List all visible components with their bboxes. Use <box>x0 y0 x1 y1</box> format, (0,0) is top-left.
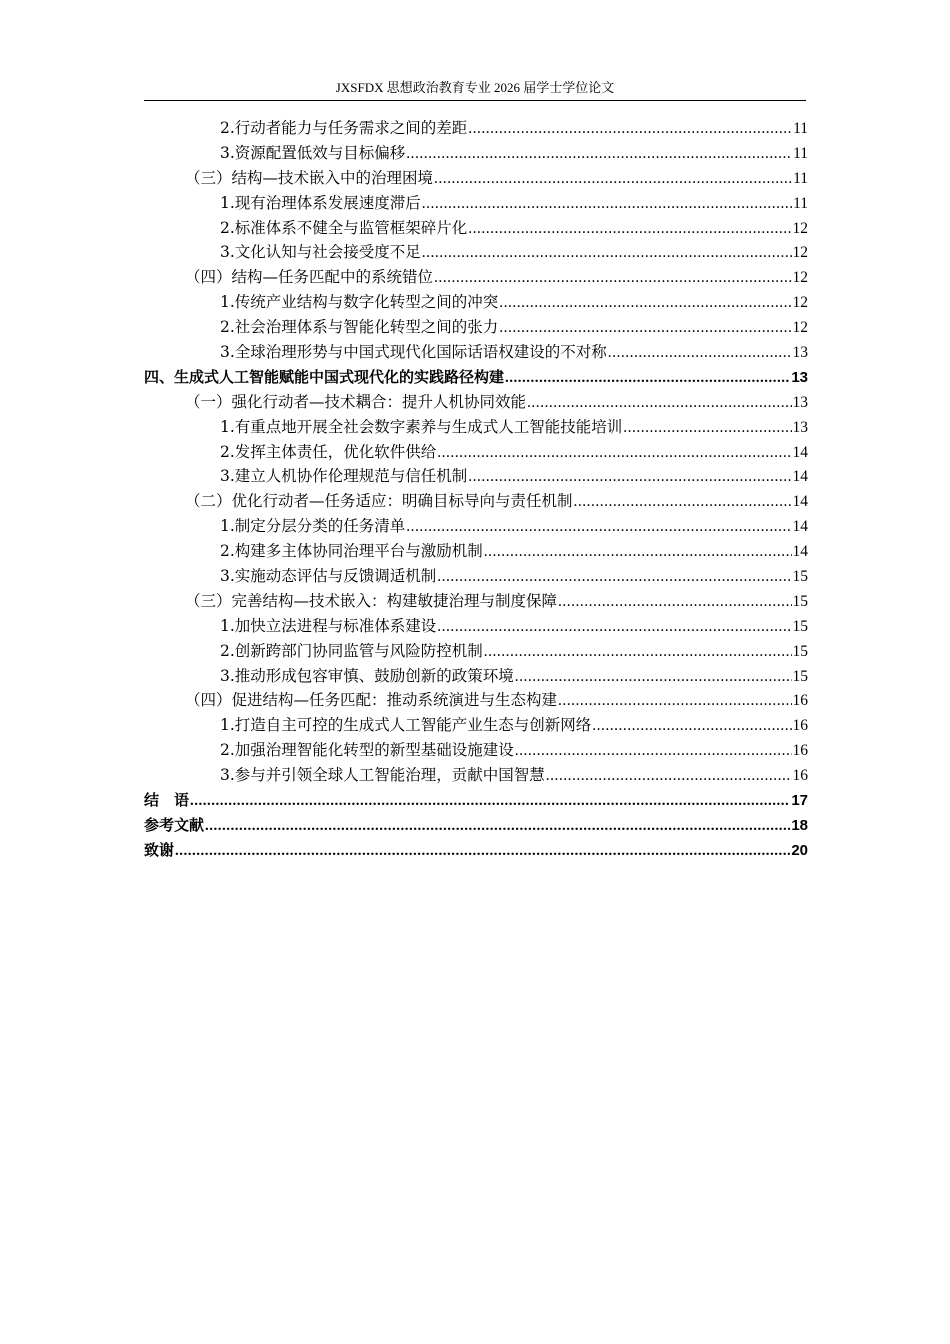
toc-entry[interactable] <box>144 390 808 415</box>
toc-entry[interactable] <box>144 589 808 614</box>
toc-entry[interactable] <box>144 141 808 166</box>
toc-entry-page: 15 <box>792 667 808 685</box>
toc-entry-title: 2.行动者能力与任务需求之间的差距 <box>220 119 468 137</box>
toc-entry-title: （四）结构—任务匹配中的系统错位 <box>185 268 434 287</box>
toc-entry-title: （三）结构—技术嵌入中的治理困境 <box>185 168 434 187</box>
toc-dot-leader <box>499 316 791 341</box>
toc-dot-leader <box>515 739 792 764</box>
toc-entry[interactable] <box>144 688 808 713</box>
toc-entry[interactable] <box>144 738 808 763</box>
toc-entry-page: 20 <box>791 841 808 859</box>
toc-entry[interactable] <box>144 116 808 141</box>
toc-dot-leader <box>437 615 791 640</box>
toc-entry-title: （四）促进结构—任务匹配：推动系统演进与生态构建 <box>185 691 558 710</box>
toc-entry-title: 1.传统产业结构与数字化转型之间的冲突 <box>220 293 499 312</box>
toc-entry-page: 11 <box>793 194 808 212</box>
toc-entry[interactable] <box>144 216 808 241</box>
toc-entry-page: 11 <box>793 120 808 137</box>
toc-entry-title: 2.标准体系不健全与监管框架碎片化 <box>220 218 468 237</box>
toc-entry-page: 12 <box>792 319 808 337</box>
toc-dot-leader <box>434 167 792 192</box>
toc-dot-leader <box>546 764 792 789</box>
toc-entry[interactable] <box>144 639 808 664</box>
toc-entry-page: 13 <box>792 393 808 411</box>
toc-dot-leader <box>515 665 792 690</box>
toc-dot-leader <box>527 391 791 416</box>
toc-entry[interactable] <box>144 713 808 738</box>
toc-entry[interactable] <box>144 664 808 689</box>
toc-dot-leader <box>558 689 791 714</box>
toc-entry-title: 2.发挥主体责任，优化软件供给 <box>220 442 437 461</box>
toc-entry-page: 11 <box>793 169 808 187</box>
toc-entry-page: 12 <box>792 294 808 312</box>
toc-entry-page: 14 <box>792 493 808 511</box>
toc-entry-page: 17 <box>791 792 808 810</box>
toc-entry[interactable] <box>144 838 808 863</box>
toc-dot-leader <box>468 117 792 142</box>
toc-entry[interactable] <box>144 788 808 813</box>
toc-dot-leader <box>175 839 790 864</box>
toc-entry-page: 18 <box>791 816 808 834</box>
toc-entry[interactable] <box>144 166 808 191</box>
toc-entry-page: 14 <box>792 543 808 561</box>
toc-entry-title: 参考文献 <box>144 815 205 834</box>
toc-entry[interactable] <box>144 539 808 564</box>
toc-entry-page: 16 <box>792 742 808 760</box>
toc-entry[interactable] <box>144 290 808 315</box>
toc-entry-page: 13 <box>792 418 808 436</box>
toc-entry-title: 3.建立人机协作伦理规范与信任机制 <box>220 467 468 486</box>
toc-dot-leader <box>484 540 792 565</box>
toc-entry[interactable] <box>144 191 808 216</box>
toc-dot-leader <box>434 266 791 291</box>
toc-entry-title: （二）优化行动者—任务适应：明确目标导向与责任机制 <box>185 492 573 511</box>
toc-dot-leader <box>437 441 791 466</box>
toc-entry-page: 15 <box>792 568 808 586</box>
toc-entry-title: 3.实施动态评估与反馈调适机制 <box>220 567 437 586</box>
toc-dot-leader <box>422 241 792 266</box>
toc-entry-title: 1.有重点地开展全社会数字素养与生成式人工智能技能培训 <box>220 417 623 436</box>
toc-entry-page: 12 <box>792 269 808 287</box>
toc-entry[interactable] <box>144 763 808 788</box>
toc-entry-title: 致谢 <box>144 840 175 859</box>
toc-dot-leader <box>406 515 791 540</box>
toc-entry-page: 12 <box>792 219 808 237</box>
toc-entry-page: 16 <box>792 717 808 735</box>
toc-entry-title: 四、生成式人工智能赋能中国式现代化的实践路径构建 <box>144 367 505 386</box>
toc-dot-leader <box>468 465 791 490</box>
toc-entry[interactable] <box>144 265 808 290</box>
toc-dot-leader <box>574 490 792 515</box>
toc-entry-title: 2.社会治理体系与智能化转型之间的张力 <box>220 318 499 337</box>
toc-entry-page: 13 <box>791 368 808 386</box>
toc-entry-page: 15 <box>792 617 808 635</box>
toc-entry-page: 16 <box>792 692 808 710</box>
toc-entry-page: 14 <box>792 443 808 461</box>
toc-dot-leader <box>422 192 792 217</box>
toc-entry-page: 12 <box>792 244 808 262</box>
toc-entry-title: 1.加快立法进程与标准体系建设 <box>220 616 437 635</box>
toc-dot-leader <box>437 565 791 590</box>
toc-entry[interactable] <box>144 564 808 589</box>
toc-entry[interactable] <box>144 365 808 390</box>
toc-entry-title: 2.加强治理智能化转型的新型基础设施建设 <box>220 741 514 760</box>
toc-entry[interactable] <box>144 315 808 340</box>
toc-entry-title: （一）强化行动者—技术耦合：提升人机协同效能 <box>185 392 527 411</box>
toc-entry-title: 1.制定分层分类的任务清单 <box>220 517 406 536</box>
toc-dot-leader <box>608 341 792 366</box>
toc-entry[interactable] <box>144 614 808 639</box>
toc-entry[interactable] <box>144 489 808 514</box>
toc-dot-leader <box>205 814 790 839</box>
toc-entry-title: 1.打造自主可控的生成式人工智能产业生态与创新网络 <box>220 716 592 735</box>
toc-entry[interactable] <box>144 464 808 489</box>
toc-entry-title: （三）完善结构—技术嵌入：构建敏捷治理与制度保障 <box>185 591 558 610</box>
toc-entry-page: 13 <box>792 344 808 362</box>
toc-entry[interactable] <box>144 340 808 365</box>
toc-dot-leader <box>190 789 790 814</box>
toc-dot-leader <box>623 416 791 441</box>
toc-entry-title: 2.构建多主体协同治理平台与激励机制 <box>220 542 483 561</box>
toc-dot-leader <box>484 640 792 665</box>
toc-dot-leader <box>592 714 791 739</box>
toc-dot-leader <box>468 217 791 242</box>
toc-entry[interactable] <box>144 240 808 265</box>
toc-entry-page: 14 <box>792 518 808 536</box>
toc-entry[interactable] <box>144 514 808 539</box>
toc-entry-page: 14 <box>792 468 808 486</box>
toc-entry-page: 15 <box>792 592 808 610</box>
toc-dot-leader <box>499 291 791 316</box>
page-header: JXSFDX 思想政治教育专业 2026 届学士学位论文 <box>144 78 806 101</box>
toc-dot-leader <box>505 366 790 391</box>
toc-entry-title: 结 语 <box>144 791 190 810</box>
toc-entry[interactable] <box>144 415 808 440</box>
toc-entry-title: 3.推动形成包容审慎、鼓励创新的政策环境 <box>220 666 514 685</box>
toc-entry-title: 3.参与并引领全球人工智能治理，贡献中国智慧 <box>220 766 545 785</box>
toc-entry-page: 15 <box>792 642 808 660</box>
table-of-contents <box>144 116 808 863</box>
toc-entry-title: 3.文化认知与社会接受度不足 <box>220 243 421 262</box>
toc-entry-page: 16 <box>792 767 808 785</box>
toc-entry-title: 1.现有治理体系发展速度滞后 <box>220 193 421 212</box>
toc-entry-title: 2.创新跨部门协同监管与风险防控机制 <box>220 641 483 660</box>
toc-dot-leader <box>558 590 791 615</box>
toc-entry[interactable] <box>144 813 808 838</box>
toc-entry-title: 3.全球治理形势与中国式现代化国际话语权建设的不对称 <box>220 343 607 362</box>
toc-entry[interactable] <box>144 440 808 465</box>
toc-entry-title: 3.资源配置低效与目标偏移 <box>220 143 406 162</box>
toc-dot-leader <box>406 142 792 167</box>
toc-entry-page: 11 <box>793 144 808 162</box>
